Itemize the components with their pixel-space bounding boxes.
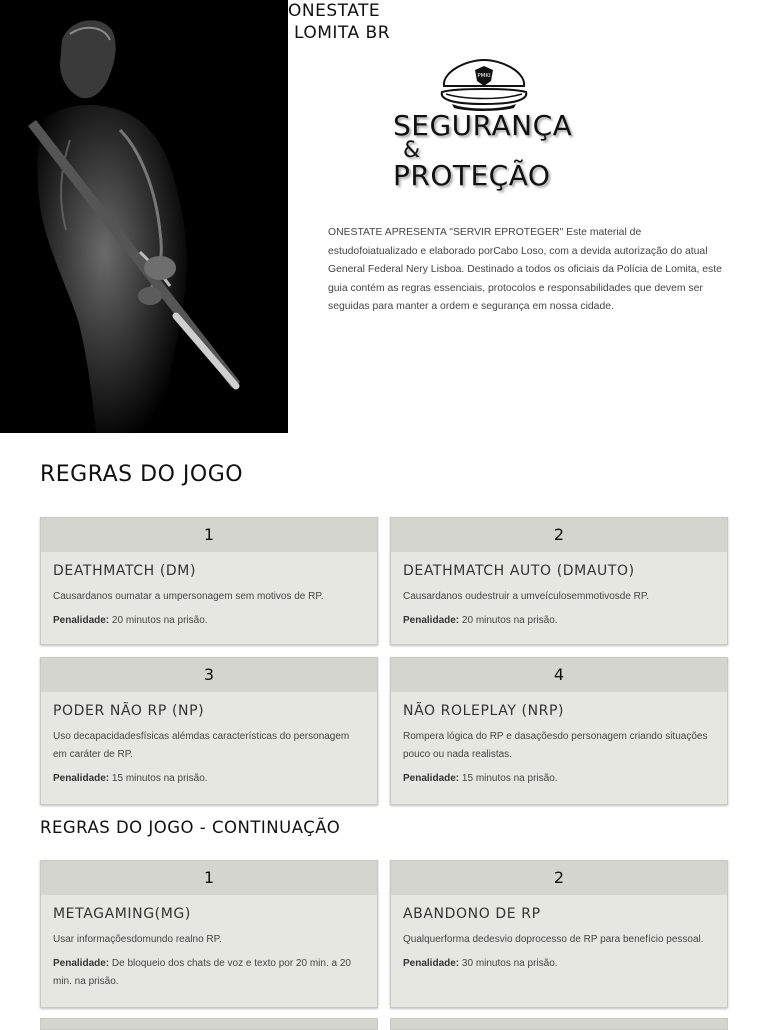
penalty-label: Penalidade: — [53, 958, 110, 969]
cap-badge-text: PMKI — [477, 73, 491, 79]
rule-description: Causardanos oudestruir a umveículosemmotivosde RP. — [403, 591, 650, 602]
rule-penalty — [53, 770, 365, 788]
rule-penalty — [53, 612, 365, 630]
rule-number: 3 — [41, 658, 377, 692]
penalty-value: 30 minutos na prisão. — [459, 958, 558, 969]
rule-card — [40, 657, 378, 805]
rule-number: 2 — [391, 861, 727, 895]
rule-number: 1 — [41, 518, 377, 552]
rule-number: 4 — [391, 658, 727, 692]
soldier-silhouette-icon — [0, 0, 288, 433]
brand-name — [288, 0, 390, 44]
penalty-value: 15 minutos na prisão. — [109, 773, 208, 784]
rule-card — [40, 517, 378, 645]
penalty-value: De bloqueio dos chats de voz e texto por 20 min. a 20 min. na prisão. — [53, 958, 351, 987]
penalty-label: Penalidade: — [403, 958, 460, 969]
rule-description: Usar informaçõesdomundo realno RP. — [53, 934, 222, 945]
page-title — [393, 109, 573, 192]
brand-line-1: ONESTATE — [288, 1, 381, 21]
penalty-label: Penalidade: — [53, 773, 110, 784]
rule-description: Causardanos oumatar a umpersonagem sem motivos de RP. — [53, 591, 324, 602]
penalty-value: 20 minutos na prisão. — [459, 615, 558, 626]
rule-penalty — [403, 770, 715, 788]
rule-card — [390, 860, 728, 1008]
section-heading-rules-continued: REGRAS DO JOGO - CONTINUAÇÃO — [40, 818, 341, 837]
rule-title: METAGAMING(MG) — [53, 906, 191, 922]
rule-card — [40, 860, 378, 1008]
intro-paragraph: ONESTATE APRESENTA "SERVIR EPROTEGER" Este material de estudofoiatualizado e elaborado porCabo Loso, com a devida autorização do atual General Federal Nery Lisboa. Destinado a todos os oficiais da Polícia de Lomita, este guia contém as regras essenciais, protocolos e responsabilidades que devem ser seguidas para manter a ordem e segurança em nossa cidade. — [328, 227, 722, 313]
penalty-value: 15 minutos na prisão. — [459, 773, 558, 784]
title-ampersand: & — [403, 138, 421, 163]
rule-card-partial — [390, 1018, 728, 1030]
rule-penalty — [403, 612, 715, 630]
rule-title: DEATHMATCH AUTO (DMAUTO) — [403, 563, 635, 579]
penalty-label: Penalidade: — [403, 615, 460, 626]
penalty-label: Penalidade: — [53, 615, 110, 626]
rule-number: 1 — [41, 861, 377, 895]
rule-description: Uso decapacidadesfísicas alémdas características do personagem em caráter de RP. — [53, 731, 350, 760]
title-line-2: PROTEÇÃO — [393, 159, 551, 192]
rule-title: NÃO ROLEPLAY (NRP) — [403, 703, 565, 719]
hero-image — [0, 0, 288, 433]
brand-line-2: LOMITA BR — [294, 23, 390, 43]
title-line-1: SEGURANÇA — [393, 109, 573, 142]
rule-penalty — [53, 955, 365, 991]
rule-description: Qualquerforma dedesvio doprocesso de RP para benefício pessoal. — [403, 934, 704, 945]
rule-card — [390, 517, 728, 645]
rule-title: ABANDONO DE RP — [403, 906, 541, 922]
rule-card — [390, 657, 728, 805]
rule-title: PODER NÃO RP (NP) — [53, 703, 205, 719]
police-cap-icon — [436, 56, 532, 112]
rule-title: DEATHMATCH (DM) — [53, 563, 197, 579]
penalty-value: 20 minutos na prisão. — [109, 615, 208, 626]
rule-card-partial — [40, 1018, 378, 1030]
rule-penalty — [403, 955, 715, 973]
rule-number: 2 — [391, 518, 727, 552]
rule-description: Rompera lógica do RP e dasaçõesdo personagem criando situações pouco ou nada realistas. — [403, 731, 708, 760]
section-heading-rules: REGRAS DO JOGO — [40, 462, 244, 487]
penalty-label: Penalidade: — [403, 773, 460, 784]
